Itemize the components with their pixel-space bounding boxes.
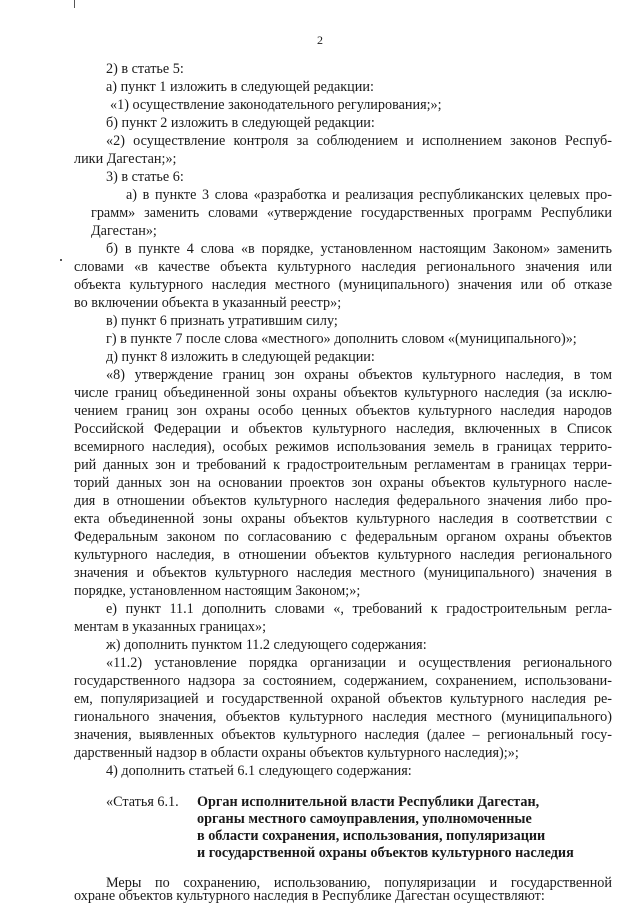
page-number: 2 xyxy=(317,33,323,47)
text-line: чением границ зон охраны особо ценных объектов культурного наследия народов xyxy=(74,403,612,419)
text-line: всемирного наследия), особых режимов использования земель в границах террито- xyxy=(74,439,612,455)
text-line: 3) в статье 6: xyxy=(106,169,184,185)
text-line: Российской Федерации и объектов культурного наследия, включенных в Список xyxy=(74,421,612,437)
text-line: в) пункт 6 признать утратившим силу; xyxy=(106,313,338,329)
text-line: порядке, установленном настоящим Законом;»; xyxy=(74,583,361,599)
text-line: б) в пункте 4 слова «в порядке, установленном настоящим Законом» заменить xyxy=(106,241,612,257)
text-line: ж) дополнить пунктом 11.2 следующего содержания: xyxy=(106,637,427,653)
article-heading-title: органы местного самоуправления, уполномоченные xyxy=(197,811,532,827)
text-line: лики Дагестан;»; xyxy=(74,151,177,167)
text-line: Дагестан»; xyxy=(91,223,157,239)
text-line: 2) в статье 5: xyxy=(106,61,184,77)
text-line: «8) утверждение границ зон охраны объектов культурного наследия, в том xyxy=(106,367,612,383)
text-line: словами «в качестве объекта культурного наследия регионального значения или xyxy=(74,259,612,275)
text-line: Меры по сохранению, использованию, популяризации и государственной xyxy=(106,875,612,891)
text-line: гионального значения, объектов культурного наследия местного (муниципального) xyxy=(74,709,612,725)
text-line: ментам в указанных границах»; xyxy=(74,619,267,635)
text-line: значения и объектов культурного наследия местного (муниципального) значения в xyxy=(74,565,612,581)
text-line: торий данных зон на основании проектов зон охраны объектов культурного насле- xyxy=(74,475,612,491)
text-line: государственного надзора за состоянием, содержанием, сохранением, использовани- xyxy=(74,673,612,689)
article-heading-lead: «Статья 6.1. xyxy=(106,794,179,810)
text-line: г) в пункте 7 после слова «местного» дополнить словом «(муниципального)»; xyxy=(106,331,577,347)
text-line: ем, популяризацией и государственной охраной объектов культурного наследия ре- xyxy=(74,691,612,707)
text-line: числе границ объединенной зоны охраны объектов культурного наследия (за исклю- xyxy=(74,385,612,401)
article-heading-title: и государственной охраны объектов культурного наследия xyxy=(197,845,574,861)
text-line: а) пункт 1 изложить в следующей редакции: xyxy=(106,79,374,95)
article-heading-title: Орган исполнительной власти Республики Дагестан, xyxy=(197,794,540,810)
text-line: 4) дополнить статьей 6.1 следующего содержания: xyxy=(106,763,412,779)
text-line: во включении объекта в указанный реестр»; xyxy=(74,295,342,311)
text-line: дия в отношении объектов культурного наследия федерального значения либо про- xyxy=(74,493,612,509)
text-line: значения, выявленных объектов культурного наследия (далее – региональный госу- xyxy=(74,727,612,743)
text-line: «1) осуществление законодательного регулирования;»; xyxy=(110,97,442,113)
text-line: «2) осуществление контроля за соблюдением и исполнением законов Респуб- xyxy=(106,133,612,149)
text-line: «11.2) установление порядка организации и осуществления регионального xyxy=(106,655,612,671)
scan-mark xyxy=(74,0,75,8)
text-line: д) пункт 8 изложить в следующей редакции: xyxy=(106,349,375,365)
scan-dot xyxy=(60,259,62,261)
text-line: Федеральным законом по согласованию с федеральным органом охраны объектов xyxy=(74,529,612,545)
text-line: екта объединенной зоны охраны объектов культурного наследия в соответствии с xyxy=(74,511,612,527)
text-line: рий данных зон и требований к градостроительным регламентам в границах терри- xyxy=(74,457,612,473)
text-line: а) в пункте 3 слова «разработка и реализация республиканских целевых про- xyxy=(126,187,612,203)
text-line: дарственный надзор в области охраны объектов культурного наследия);»; xyxy=(74,745,519,761)
text-line: е) пункт 11.1 дополнить словами «, требований к градостроительным регла- xyxy=(106,601,612,617)
text-line: б) пункт 2 изложить в следующей редакции: xyxy=(106,115,375,131)
article-heading-title: в области сохранения, использования, популяризации xyxy=(197,828,546,844)
text-line: культурного наследия, в отношении объектов культурного наследия регионального xyxy=(74,547,612,563)
text-line: охране объектов культурного наследия в Республике Дагестан осуществляют: xyxy=(74,888,545,904)
text-line: грамм» заменить словами «утверждение государственных программ Республики xyxy=(91,205,612,221)
text-line: объекта культурного наследия местного (муниципального) значения или об отказе xyxy=(74,277,612,293)
